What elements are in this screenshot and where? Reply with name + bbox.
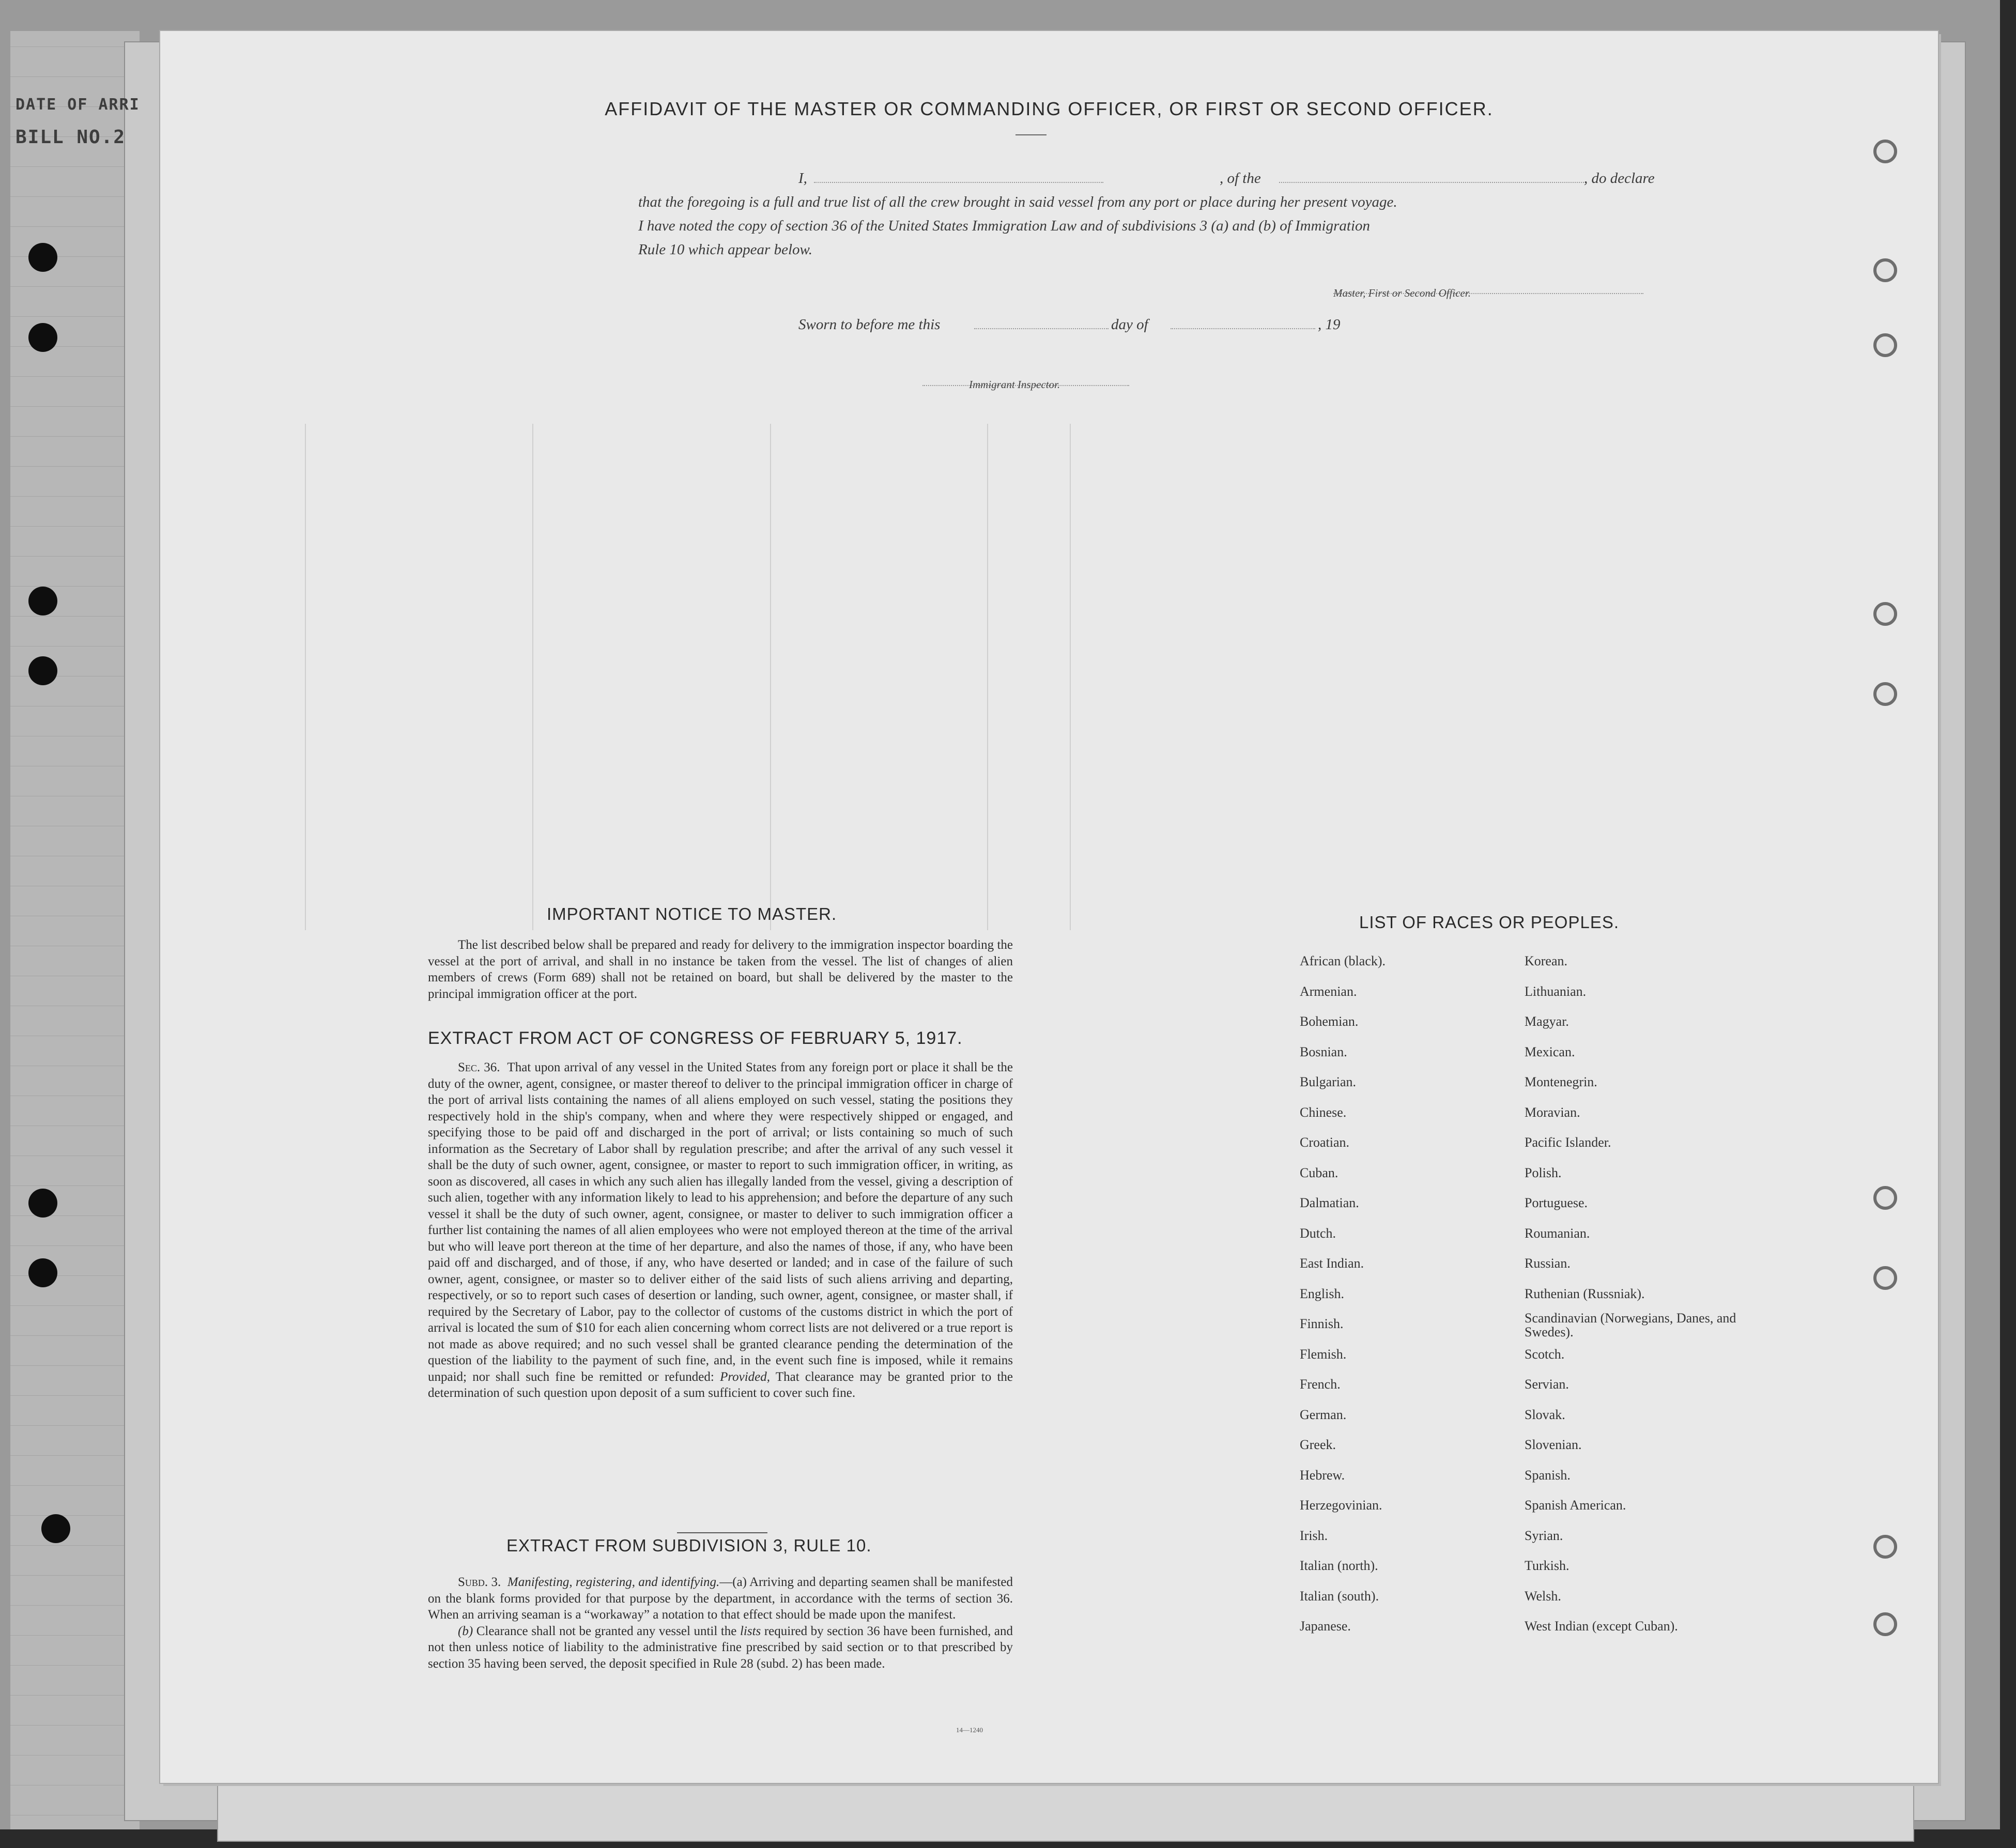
ring-hole <box>1873 1535 1897 1559</box>
race-item: Slovak. <box>1525 1407 1565 1422</box>
ledger-rule <box>10 1665 140 1666</box>
ledger-strip <box>10 31 140 1829</box>
race-item: Bohemian. <box>1300 1014 1359 1029</box>
ledger-rule <box>10 226 140 227</box>
declarant-name-field[interactable] <box>814 182 1103 183</box>
bleed-through-line <box>305 424 306 930</box>
extract-rule-title: EXTRACT FROM SUBDIVISION 3, RULE 10. <box>506 1536 872 1555</box>
race-item: English. <box>1300 1286 1344 1301</box>
ledger-rule <box>10 1545 140 1546</box>
ledger-rule <box>10 1725 140 1726</box>
race-item: Polish. <box>1525 1165 1562 1180</box>
extract-rule-body <box>428 1574 1013 1672</box>
ledger-rule <box>10 1485 140 1486</box>
punch-hole <box>28 323 57 352</box>
race-item: Lithuanian. <box>1525 983 1587 999</box>
subd-a-text: —(a) Arriving and departing seamen shall be manifested on the blank forms provided for that purpose by the department, in accordance with the terms of section 36. When an arriving seaman is a “workaway” a notation to that effect should be made upon the manifest. <box>428 1575 1013 1622</box>
punch-hole <box>28 656 57 685</box>
sec-label: Sec. 36. <box>458 1060 500 1074</box>
race-item: Welsh. <box>1525 1588 1561 1604</box>
race-item: East Indian. <box>1300 1256 1364 1271</box>
affidavit-line-2: that the foregoing is a full and true list of all the crew brought in said vessel from any port or place during her present voyage. <box>638 194 1397 210</box>
race-item: Dutch. <box>1300 1225 1336 1241</box>
punch-hole <box>28 587 57 615</box>
ledger-rule <box>10 1395 140 1396</box>
ledger-rule <box>10 316 140 317</box>
punch-hole <box>41 1514 70 1543</box>
affidavit-body <box>638 166 1729 261</box>
form-number: 14—1240 <box>956 1726 983 1734</box>
race-item: Magyar. <box>1525 1014 1569 1029</box>
race-item: Italian (south). <box>1300 1588 1379 1604</box>
sec-36-text-end: That clearance may be granted prior to the determination of such question upon deposit of a sum sufficient to cover such fine. <box>428 1369 1013 1400</box>
race-item: Moravian. <box>1525 1104 1580 1120</box>
race-item: Armenian. <box>1300 983 1357 999</box>
race-item: French. <box>1300 1377 1341 1392</box>
year-label: , 19 <box>1318 316 1341 333</box>
ring-hole <box>1873 602 1897 626</box>
race-item: Japanese. <box>1300 1619 1351 1634</box>
affidavit-line-3: I have noted the copy of section 36 of the United States Immigration Law and of subdivisions 3 (a) and (b) of Immigration <box>638 218 1371 234</box>
title-rule <box>1015 134 1047 135</box>
day-of-label: day of <box>1111 316 1148 333</box>
race-item: Bulgarian. <box>1300 1074 1357 1089</box>
margin-stamp-bill: BILL NO.2 <box>16 127 126 148</box>
race-item: Slovenian. <box>1525 1437 1582 1452</box>
declarant-label: I, <box>798 170 807 187</box>
ledger-rule <box>10 586 140 587</box>
race-item: Syrian. <box>1525 1528 1563 1543</box>
b-lists-word: lists <box>740 1624 761 1638</box>
ledger-rule <box>10 1365 140 1366</box>
ledger-rule <box>10 286 140 287</box>
b-label: (b) <box>458 1624 473 1638</box>
race-item: Flemish. <box>1300 1346 1347 1362</box>
manifest-page <box>160 31 1938 1783</box>
declare-label: , do declare <box>1584 170 1655 187</box>
ledger-rule <box>10 1695 140 1696</box>
race-item: Scotch. <box>1525 1346 1565 1362</box>
master-signature-label: Master, First or Second Officer. <box>1333 287 1471 299</box>
race-item: Dalmatian. <box>1300 1195 1359 1210</box>
bleed-through-line <box>770 424 771 930</box>
race-item: Pacific Islander. <box>1525 1135 1611 1150</box>
race-item: Finnish. <box>1300 1316 1344 1331</box>
race-item: Scandinavian (Norwegians, Danes, and Swedes). <box>1525 1311 1736 1339</box>
race-item: Irish. <box>1300 1528 1328 1543</box>
ledger-rule <box>10 376 140 377</box>
race-item: African (black). <box>1300 953 1386 968</box>
race-item: Russian. <box>1525 1256 1571 1271</box>
punch-hole <box>28 1258 57 1287</box>
bleed-through-line <box>987 424 988 930</box>
sworn-month-field[interactable] <box>1171 328 1315 329</box>
races-title: LIST OF RACES OR PEOPLES. <box>1359 913 1620 932</box>
race-item: Spanish American. <box>1525 1498 1626 1513</box>
ledger-rule <box>10 1245 140 1246</box>
ring-hole <box>1873 140 1897 163</box>
b-text-1: Clearance shall not be granted any vessel until the <box>476 1624 737 1638</box>
ledger-rule <box>10 1605 140 1606</box>
race-item: Italian (north). <box>1300 1558 1378 1573</box>
race-item: Montenegrin. <box>1525 1074 1597 1089</box>
races-list <box>1300 953 1765 1687</box>
race-item: Croatian. <box>1300 1135 1350 1150</box>
ledger-rule <box>10 1335 140 1336</box>
punch-hole <box>28 243 57 272</box>
margin-stamp-date: DATE OF ARRI <box>16 96 140 114</box>
race-item: Bosnian. <box>1300 1044 1347 1059</box>
ledger-rule <box>10 1575 140 1576</box>
ledger-rule <box>10 1305 140 1306</box>
race-item: Spanish. <box>1525 1467 1571 1483</box>
ledger-rule <box>10 556 140 557</box>
race-item: Cuban. <box>1300 1165 1338 1180</box>
of-the-label: , of the <box>1220 170 1261 187</box>
ledger-rule <box>10 1515 140 1516</box>
ledger-rule <box>10 1635 140 1636</box>
subd-heading: Manifesting, registering, and identifying. <box>507 1575 720 1589</box>
race-item: Mexican. <box>1525 1044 1575 1059</box>
race-item: Herzegovinian. <box>1300 1498 1382 1513</box>
notice-text: The list described below shall be prepared and ready for delivery to the immigration inspector boarding the vessel at the port of arrival, and shall in no instance be taken from the vessel. The list of changes of alien members of crews (Form 689) shall not be retained on board, but shall be delivered by the master to the principal immigration officer at the port. <box>428 938 1013 1001</box>
race-item: Greek. <box>1300 1437 1336 1452</box>
ledger-rule <box>10 436 140 437</box>
race-item: Ruthenian (Russniak). <box>1525 1286 1645 1301</box>
ledger-rule <box>10 616 140 617</box>
ledger-rule <box>10 1185 140 1186</box>
race-item: Roumanian. <box>1525 1225 1590 1241</box>
race-item: Turkish. <box>1525 1558 1569 1573</box>
affidavit-title: AFFIDAVIT OF THE MASTER OR COMMANDING OFFICER, OR FIRST OR SECOND OFFICER. <box>605 98 1494 119</box>
sworn-label: Sworn to before me this <box>798 316 941 333</box>
extract-act-title: EXTRACT FROM ACT OF CONGRESS OF FEBRUARY 5, 1917. <box>428 1028 963 1048</box>
ring-hole <box>1873 1266 1897 1290</box>
race-item: Chinese. <box>1300 1104 1347 1120</box>
bleed-through-line <box>1070 424 1071 930</box>
ring-hole <box>1873 258 1897 282</box>
extract-act-body <box>428 1059 1013 1402</box>
affidavit-line-4: Rule 10 which appear below. <box>638 241 812 258</box>
race-item: West Indian (except Cuban). <box>1525 1619 1678 1634</box>
inspector-label: Immigrant Inspector. <box>969 378 1060 391</box>
notice-title: IMPORTANT NOTICE TO MASTER. <box>547 904 837 923</box>
ring-hole <box>1873 1186 1897 1210</box>
sworn-line <box>638 313 1413 336</box>
race-item: Servian. <box>1525 1377 1569 1392</box>
bleed-through-line <box>532 424 533 930</box>
provided-word: Provided, <box>720 1369 771 1384</box>
b-text-2: required by section 36 have been furnished, and not then unless notice of liability to the administrative fine prescribed by said section or to that prescribed by section 35 having been served, the deposit specified in Rule 28 (subd. 2) has been made. <box>428 1624 1013 1671</box>
ledger-rule <box>10 346 140 347</box>
section-divider <box>677 1532 767 1533</box>
subd-label: Subd. 3. <box>458 1575 501 1589</box>
ring-hole <box>1873 1612 1897 1636</box>
race-item: German. <box>1300 1407 1347 1422</box>
sec-36-text: That upon arrival of any vessel in the United States from any foreign port or place it shall be the duty of the owner, agent, consignee, or master thereof to deliver to the principal immigration officer in charge of the port of arrival lists containing the names of all aliens employed on such vessel, stating the positions they respectively hold in the ship's company, when and where they were respectively shipped or engaged, and specifying those to be paid off and discharged in the port of arrival; or lists containing so much of such information as the Secretary of Labor shall by regulation prescribe; and after the arrival of any such vessel it shall be the duty of such owner, agent, consignee, or master to report to such immigration officer, in writing, as soon as discovered, all cases in which any such alien has illegally landed from the vessel, giving a description of such alien, together with any information likely to lead to his apprehension; and before the departure of any such vessel it shall be the duty of such owner, agent, consignee, or master to deliver to such immigration officer a further list containing the names of all alien employees who were not employed thereon at the time of the arrival but who will leave port thereon at the time of her departure, and also the names of those, if any, who have been paid off and discharged, and of those, if any, who have deserted or landed; and in case of the failure of such owner, agent, consignee, or master so to deliver either of the said lists of such aliens arriving and departing, respectively, or so to report such cases of desertion or landing, such owner, agent, consignee, or master shall, if required by the Secretary of Labor, pay to the collector of customs of the customs district in which the port of arrival is located the sum of $10 for each alien concerning whom correct lists are not delivered or a true report is not made as above required; and no such vessel shall be granted clearance pending the determination of the question of the liability to the payment of such fine, and, in the event such fine is imposed, while it remains unpaid; nor shall such fine be remitted or refunded: <box>428 1060 1013 1384</box>
sworn-day-field[interactable] <box>974 328 1109 329</box>
ring-hole <box>1873 682 1897 706</box>
ledger-rule <box>10 1455 140 1456</box>
ledger-rule <box>10 1425 140 1426</box>
punch-hole <box>28 1189 57 1218</box>
race-item: Korean. <box>1525 953 1568 968</box>
ledger-rule <box>10 496 140 497</box>
ledger-rule <box>10 526 140 527</box>
ledger-rule <box>10 166 140 167</box>
ring-hole <box>1873 333 1897 357</box>
race-item: Hebrew. <box>1300 1467 1345 1483</box>
race-item: Portuguese. <box>1525 1195 1588 1210</box>
ledger-rule <box>10 406 140 407</box>
vessel-name-field[interactable] <box>1279 182 1584 183</box>
ledger-rule <box>10 466 140 467</box>
notice-body <box>428 937 1013 1002</box>
ledger-rule <box>10 76 140 77</box>
ledger-rule <box>10 196 140 197</box>
ledger-rule <box>10 1215 140 1216</box>
